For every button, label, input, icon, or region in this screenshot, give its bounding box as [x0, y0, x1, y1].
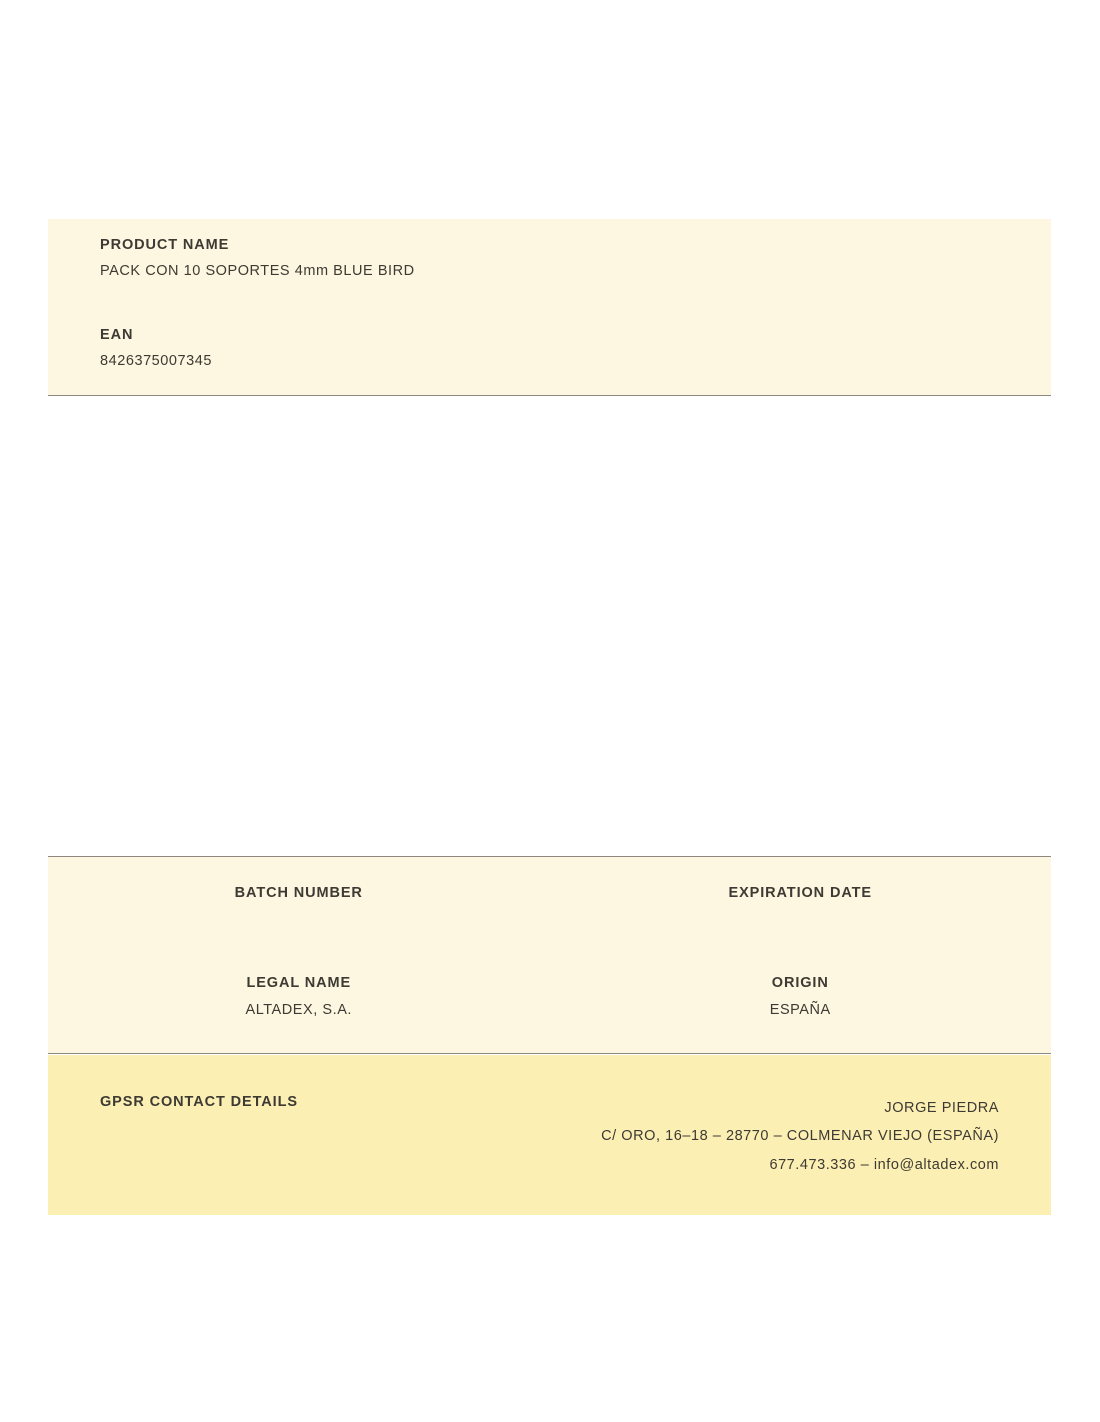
origin-value: ESPAÑA: [769, 1002, 831, 1019]
ean-value: 8426375007345: [100, 353, 212, 370]
gpsr-contact-address: C/ ORO, 16–18 – 28770 – COLMENAR VIEJO (ESPAÑA): [601, 1128, 999, 1145]
product-name-field: [100, 237, 415, 281]
ean-label: EAN: [100, 327, 134, 343]
origin-field: [550, 975, 1052, 1020]
gpsr-contact-phone-email: 677.473.336 – info@altadex.com: [769, 1156, 999, 1173]
traceability-info-panel: [48, 856, 1051, 1054]
gpsr-contact-label: GPSR CONTACT DETAILS: [100, 1094, 298, 1110]
batch-number-field: [48, 885, 550, 928]
legal-origin-row: [48, 975, 1051, 1020]
expiration-date-field: [550, 885, 1052, 928]
expiration-date-label: EXPIRATION DATE: [728, 885, 872, 901]
expiration-date-value: [550, 912, 1052, 928]
legal-name-value: ALTADEX, S.A.: [245, 1002, 353, 1019]
gpsr-contact-person: JORGE PIEDRA: [884, 1100, 999, 1116]
gpsr-contact-details: [601, 1094, 999, 1179]
gpsr-contact-panel: [48, 1055, 1051, 1215]
legal-name-label: LEGAL NAME: [246, 975, 352, 991]
batch-expiration-row: [48, 885, 1051, 928]
product-info-panel: [48, 219, 1051, 396]
product-name-value: PACK CON 10 SOPORTES 4mm BLUE BIRD: [100, 263, 415, 280]
batch-number-value: [48, 912, 550, 928]
legal-name-field: [48, 975, 550, 1020]
batch-number-label: BATCH NUMBER: [234, 885, 363, 901]
ean-field: [100, 327, 212, 371]
origin-label: ORIGIN: [771, 975, 829, 991]
product-name-label: PRODUCT NAME: [100, 237, 230, 253]
